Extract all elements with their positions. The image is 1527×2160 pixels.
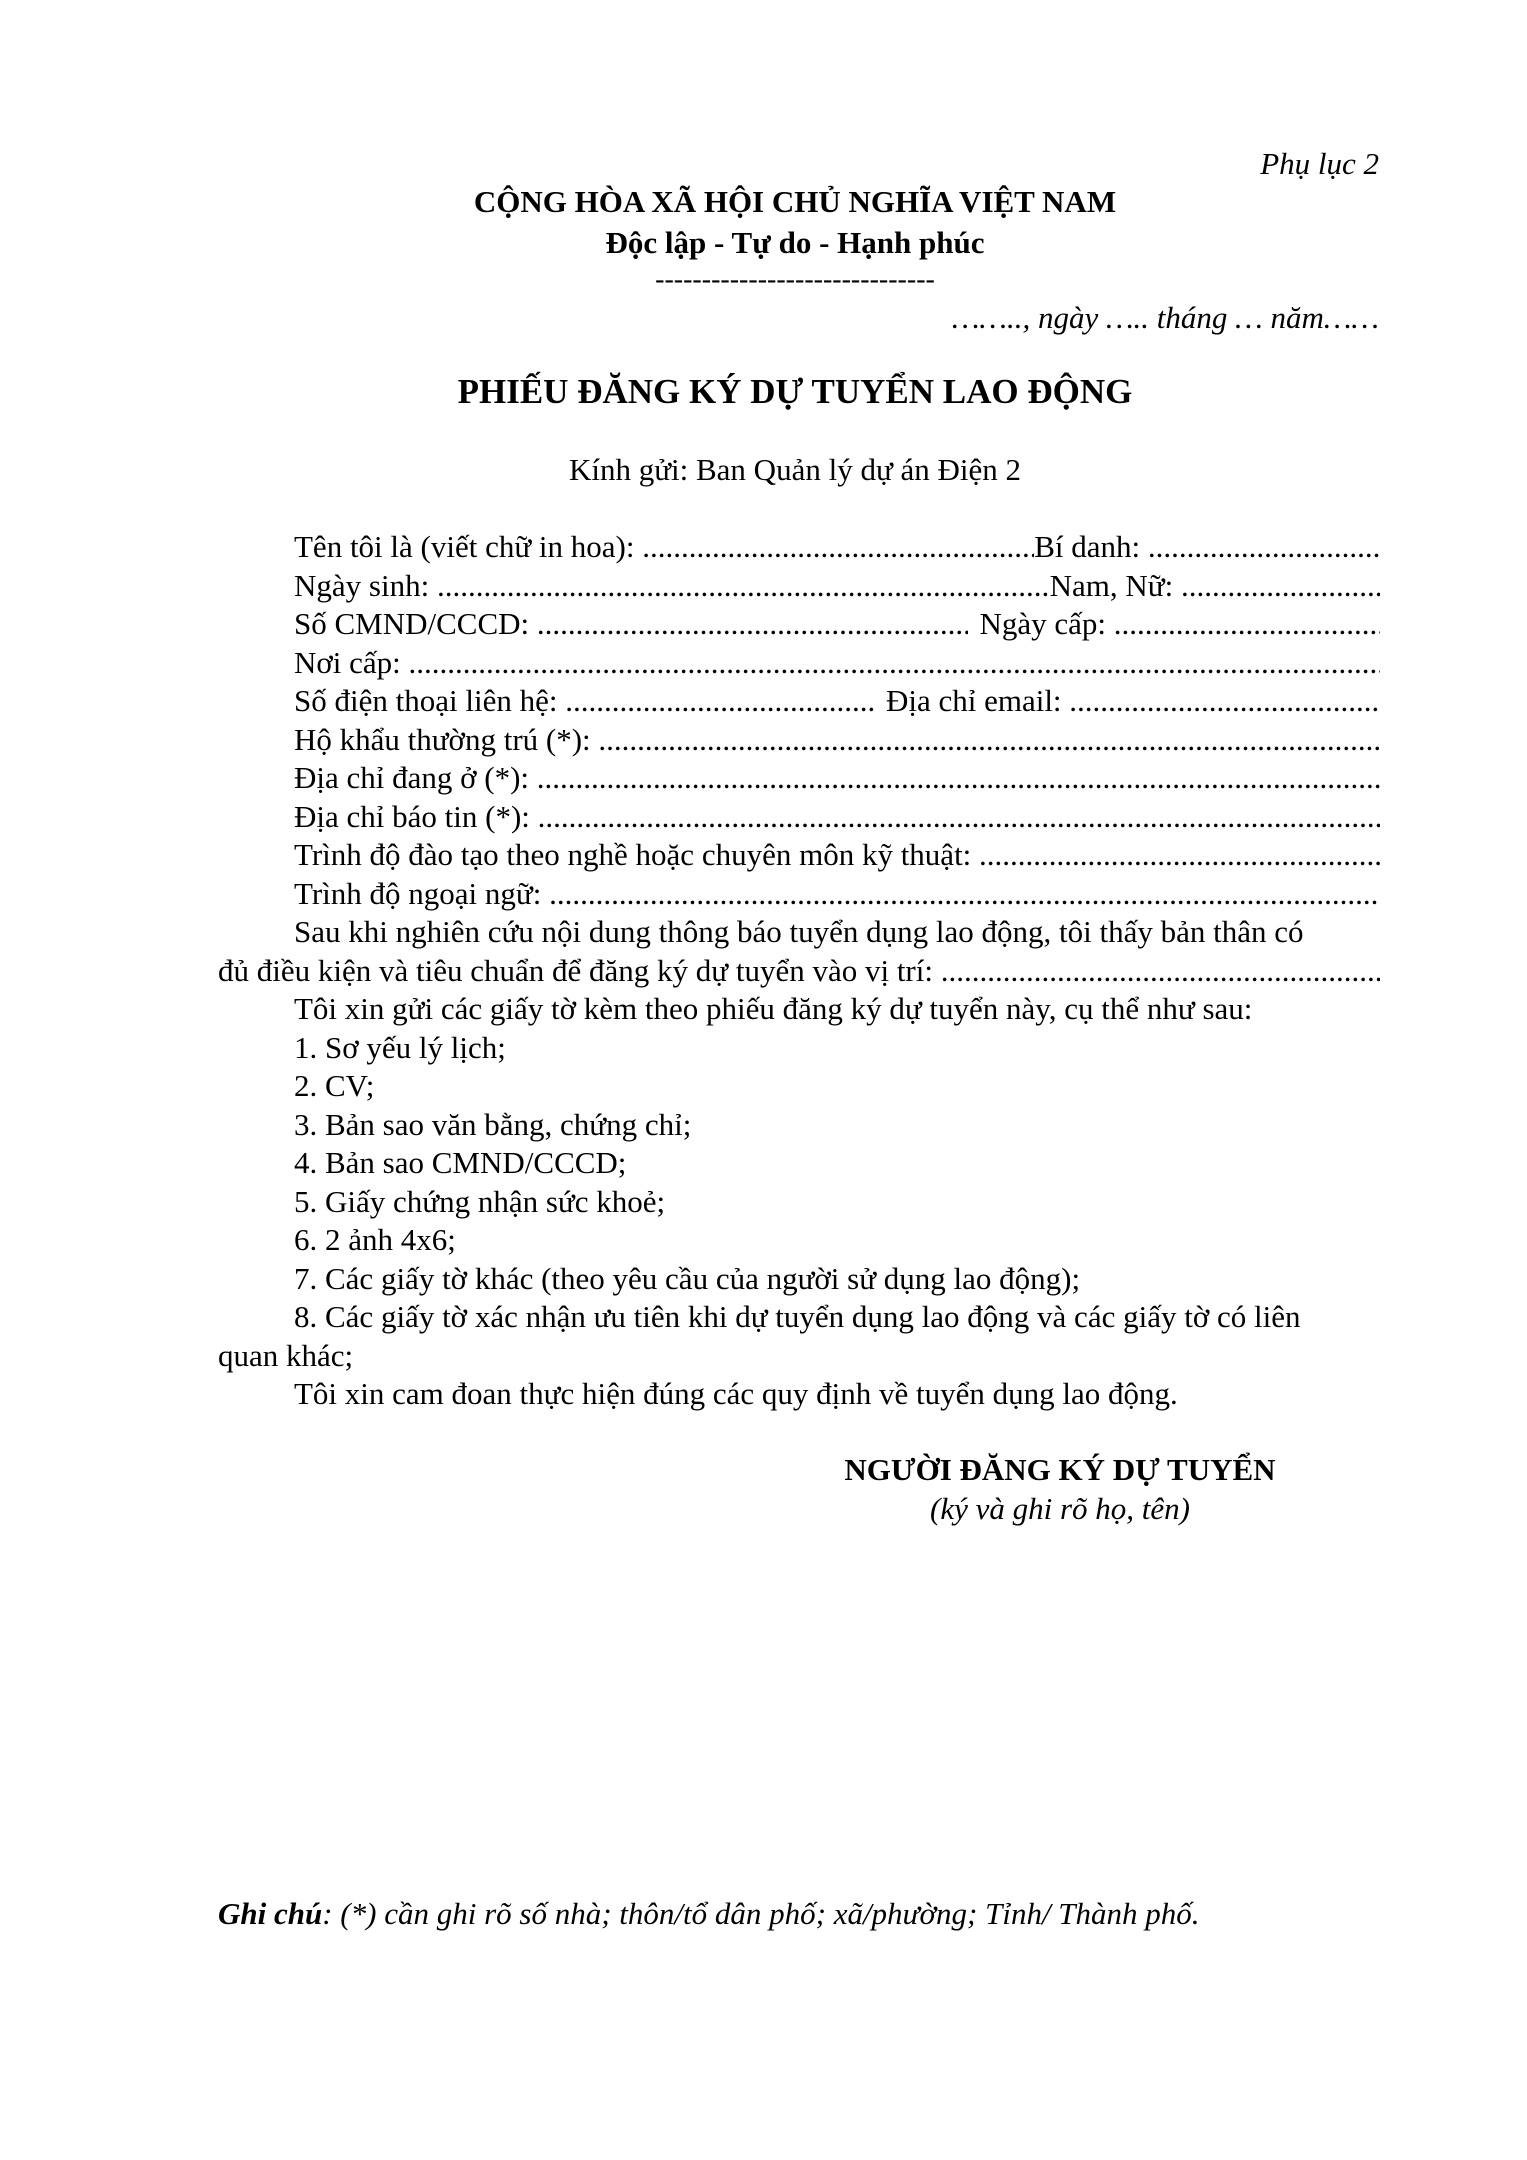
- current-address-row: [218, 759, 1380, 798]
- issue-place-fill-line[interactable]: [401, 644, 1380, 683]
- position-label: đủ điều kiện và tiêu chuẩn để đăng ký dự tuyển vào vị trí:: [218, 952, 933, 988]
- issue-date-fill-line[interactable]: [1106, 605, 1380, 644]
- attachments-intro: Tôi xin gửi các giấy tờ kèm theo phiếu đăng ký dự tuyển này, cụ thể như sau:: [294, 991, 1253, 1026]
- training-row: [218, 836, 1380, 875]
- household-label: Hộ khẩu thường trú (*):: [294, 721, 591, 757]
- signer-instruction: (ký và ghi rõ họ, tên): [930, 1491, 1190, 1526]
- issue-date-label: Ngày cấp:: [979, 606, 1107, 641]
- name-row: [218, 528, 1380, 567]
- attachment-item: 8. Các giấy tờ xác nhận ưu tiên khi dự tuyển dụng lao động và các giấy tờ có liên: [294, 1299, 1301, 1334]
- gender-fill-line[interactable]: [1173, 567, 1380, 606]
- attachment-item: 3. Bản sao văn bằng, chứng chỉ;: [294, 1106, 692, 1142]
- signer-title: NGƯỜI ĐĂNG KÝ DỰ TUYỂN: [844, 1452, 1276, 1487]
- study-paragraph-line1: Sau khi nghiên cứu nội dung thông báo tuyển dụng lao động, tôi thấy bản thân có: [294, 914, 1304, 949]
- attachment-item: 4. Bản sao CMND/CCCD;: [294, 1145, 627, 1180]
- household-row: [218, 721, 1380, 760]
- header-rule: ------------------------------: [655, 264, 935, 295]
- name-fill-line[interactable]: [634, 528, 1034, 567]
- current-address-fill-line[interactable]: [529, 759, 1380, 798]
- gender-label: Nam, Nữ:: [1049, 567, 1174, 603]
- dob-label: Ngày sinh:: [294, 567, 430, 603]
- phone-fill-line[interactable]: [557, 682, 875, 721]
- commitment-line: Tôi xin cam đoan thực hiện đúng các quy định về tuyển dụng lao động.: [294, 1376, 1178, 1411]
- training-label: Trình độ đào tạo theo nghề hoặc chuyên môn kỹ thuật:: [294, 837, 972, 872]
- attachment-item: 5. Giấy chứng nhận sức khoẻ;: [294, 1183, 666, 1219]
- name-label: Tên tôi là (viết chữ in hoa):: [294, 529, 635, 564]
- email-label: Địa chỉ email:: [885, 683, 1062, 718]
- notify-address-row: [218, 798, 1380, 837]
- form-body: [218, 528, 1380, 1414]
- issue-place-row: [218, 644, 1380, 683]
- contact-row: [218, 682, 1380, 721]
- language-label: Trình độ ngoại ngữ:: [294, 875, 542, 911]
- notify-address-label: Địa chỉ báo tin (*):: [294, 798, 530, 834]
- form-title: PHIẾU ĐĂNG KÝ DỰ TUYỂN LAO ĐỘNG: [457, 372, 1133, 411]
- footnote-label: Ghi chú: [218, 1896, 323, 1931]
- alias-label: Bí danh:: [1034, 529, 1141, 564]
- attachment-item: 1. Sơ yếu lý lịch;: [294, 1029, 506, 1065]
- national-title: CỘNG HÒA XÃ HỘI CHỦ NGHĨA VIỆT NAM: [473, 184, 1117, 219]
- training-fill-line[interactable]: [971, 836, 1380, 875]
- appendix-label: Phụ lục 2: [1260, 146, 1379, 181]
- position-fill-line[interactable]: [933, 952, 1380, 991]
- notify-address-fill-line[interactable]: [530, 798, 1380, 837]
- attachment-item: 7. Các giấy tờ khác (theo yêu cầu của người sử dụng lao động);: [294, 1260, 1081, 1296]
- current-address-label: Địa chỉ đang ở (*):: [294, 760, 530, 795]
- language-row: [218, 875, 1380, 914]
- phone-label: Số điện thoại liên hệ:: [294, 683, 558, 718]
- id-label: Số CMND/CCCD:: [294, 606, 530, 641]
- alias-fill-line[interactable]: [1140, 528, 1380, 567]
- recipient-line: Kính gửi: Ban Quản lý dự án Điện 2: [568, 452, 1022, 487]
- dob-fill-line[interactable]: [429, 567, 1049, 606]
- attachment-item-continued: quan khác;: [218, 1337, 354, 1373]
- language-fill-line[interactable]: [541, 875, 1380, 914]
- position-row: [218, 952, 1380, 991]
- attachment-item: 6. 2 ảnh 4x6;: [294, 1222, 456, 1257]
- national-motto: Độc lập - Tự do - Hạnh phúc: [605, 225, 985, 260]
- attachment-item: 2. CV;: [294, 1068, 375, 1103]
- dob-row: [218, 567, 1380, 606]
- date-line: …….., ngày ….. tháng … năm……: [951, 300, 1379, 335]
- id-fill-line[interactable]: [529, 605, 967, 644]
- household-fill-line[interactable]: [591, 721, 1380, 760]
- email-fill-line[interactable]: [1062, 682, 1380, 721]
- id-row: [218, 605, 1380, 644]
- footnote: [218, 1896, 1200, 1932]
- issue-place-label: Nơi cấp:: [294, 644, 401, 680]
- footnote-text: : (*) cần ghi rõ số nhà; thôn/tổ dân phố; xã/phường; Tỉnh/ Thành phố.: [322, 1896, 1200, 1931]
